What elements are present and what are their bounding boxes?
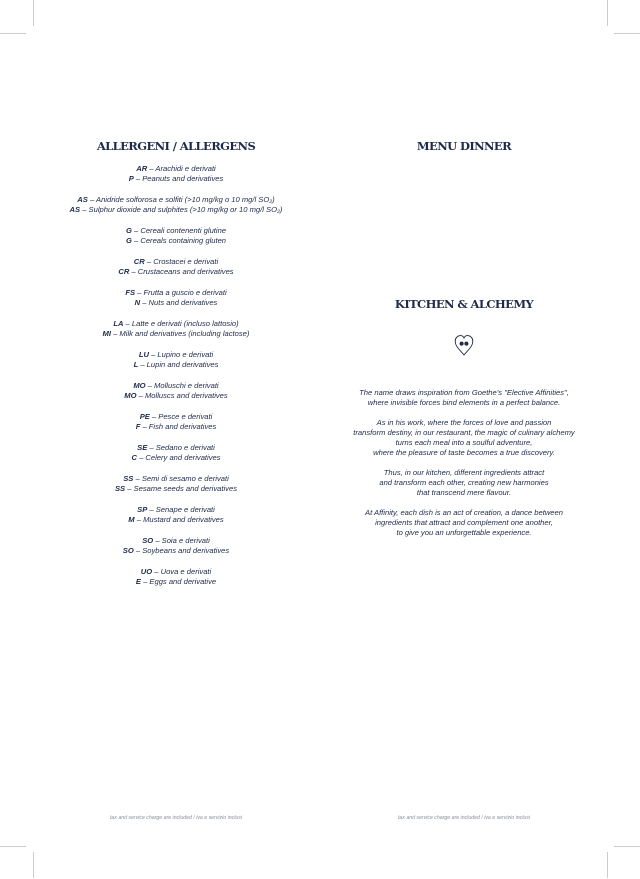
allergen-description: – Fish and derivatives — [140, 422, 217, 432]
allergen-description: – Molluschi e derivati — [145, 381, 219, 390]
allergen-code: SE — [137, 443, 148, 452]
allergen-code: MI — [102, 329, 111, 339]
allergen-line — [40, 174, 312, 184]
allergen-line — [40, 319, 312, 329]
allergen-code: CR — [133, 257, 145, 266]
story-line: where invisible forces bind elements in a perfect balance. — [367, 398, 561, 408]
allergen-line — [40, 453, 312, 463]
allergen-code: SS — [114, 484, 126, 494]
story-line: The name draws inspiration from Goethe’s "Elective Affinities", — [359, 388, 569, 397]
allergen-group — [40, 567, 312, 588]
story-paragraph — [328, 418, 600, 459]
allergen-description: – Sesame seeds and derivatives — [125, 484, 237, 494]
allergen-group — [40, 381, 312, 402]
allergen-line — [40, 474, 312, 484]
allergen-group — [40, 536, 312, 557]
allergen-line — [40, 505, 312, 515]
allergen-description: – Cereali contenenti glutine — [131, 226, 227, 235]
story-line: transform destiny, in our restaurant, the magic of culinary alchemy — [353, 427, 575, 437]
allergen-group — [40, 412, 312, 433]
allergen-code: FS — [125, 288, 136, 297]
allergen-description: – Senape e derivati — [147, 505, 215, 514]
allergen-group — [40, 350, 312, 371]
allergen-group — [40, 195, 312, 216]
allergen-code: G — [125, 236, 132, 246]
allergen-line — [40, 267, 312, 277]
story-line: At Affinity, each dish is an act of creation, a dance between — [365, 507, 563, 517]
allergen-line — [40, 360, 312, 370]
allergen-code: SO — [122, 546, 134, 556]
allergen-code: LU — [138, 350, 149, 359]
story-paragraph — [328, 388, 600, 409]
story-line: As in his work, where the forces of love and passion — [376, 417, 552, 427]
allergen-code: SO — [142, 536, 154, 545]
crop-mark — [33, 852, 34, 878]
allergen-description: – Sulphur dioxide and sulphites (>10 mg/kg or 10 mg/l SO₂) — [80, 205, 283, 215]
crop-mark — [607, 0, 608, 26]
story-line: and transform each other, creating new harmonies — [379, 478, 549, 488]
allergen-description: – Soia e derivati — [153, 536, 210, 545]
allergens-column — [40, 138, 312, 598]
story-line: ingredients that attract and complement one another, — [375, 517, 553, 527]
allergen-code: F — [135, 422, 141, 432]
allergen-line — [40, 288, 312, 298]
allergen-group — [40, 505, 312, 526]
allergen-code: M — [128, 515, 135, 525]
crop-mark — [614, 33, 640, 34]
allergen-code: MO — [133, 381, 146, 390]
story-line: turns each meal into a soulful adventure, — [395, 438, 533, 448]
story-paragraph — [328, 468, 600, 499]
allergen-line — [40, 226, 312, 236]
allergen-line — [40, 422, 312, 432]
allergen-description: – Celery and derivatives — [136, 453, 221, 463]
allergen-group — [40, 319, 312, 340]
allergen-description: – Latte e derivati (incluso lattosio) — [123, 319, 239, 328]
kitchen-alchemy-heading: KITCHEN & ALCHEMY — [394, 297, 534, 311]
allergen-line — [40, 443, 312, 453]
allergen-code: L — [133, 360, 139, 370]
allergen-line — [40, 546, 312, 556]
crop-mark — [0, 33, 26, 34]
allergen-description: – Mustard and derivatives — [134, 515, 224, 525]
allergen-list — [40, 164, 312, 588]
allergen-line — [40, 484, 312, 494]
allergen-group — [40, 443, 312, 464]
allergen-line — [40, 195, 312, 205]
allergen-code: AS — [77, 195, 88, 204]
allergen-code: SS — [123, 474, 134, 483]
footer-note: tax and service charge are included / iva e servizio inclusi — [109, 815, 243, 821]
allergen-code: C — [131, 453, 137, 463]
allergen-line — [40, 164, 312, 174]
allergen-code: AR — [136, 164, 148, 173]
heart-with-two-dots-icon — [454, 334, 474, 358]
allergen-description: – Eggs and derivative — [140, 577, 217, 587]
allergen-description: – Peanuts and derivatives — [133, 174, 224, 184]
allergen-description: – Pesce e derivati — [149, 412, 213, 421]
allergen-line — [40, 257, 312, 267]
allergen-code: LA — [113, 319, 124, 328]
allergen-line — [40, 577, 312, 587]
allergen-code: E — [135, 577, 141, 587]
crop-mark — [33, 0, 34, 26]
allergen-description: – Milk and derivatives (including lactose) — [110, 329, 250, 339]
allergen-description: – Uova e derivati — [152, 567, 212, 576]
allergen-description: – Frutta a guscio e derivati — [135, 288, 227, 297]
crop-mark — [0, 846, 26, 847]
allergen-description: – Sedano e derivati — [147, 443, 215, 452]
allergen-line — [40, 298, 312, 308]
allergen-code: N — [134, 298, 141, 308]
allergen-line — [40, 567, 312, 577]
story-line: to give you an unforgettable experience. — [396, 528, 532, 538]
allergen-line — [40, 536, 312, 546]
allergen-description: – Cereals containing gluten — [131, 236, 227, 246]
crop-mark — [607, 852, 608, 878]
allergen-line — [40, 381, 312, 391]
allergen-group — [40, 226, 312, 247]
allergen-line — [40, 412, 312, 422]
story-paragraph — [328, 508, 600, 539]
allergen-group — [40, 164, 312, 185]
allergen-line — [40, 391, 312, 401]
story-line: where the pleasure of taste becomes a true discovery. — [373, 448, 555, 458]
allergen-code: G — [125, 226, 132, 235]
allergens-heading: ALLERGENI / ALLERGENS — [96, 139, 256, 153]
allergen-line — [40, 236, 312, 246]
story-line: that transcend mere flavour. — [416, 488, 512, 498]
allergen-line — [40, 329, 312, 339]
allergen-code: SP — [137, 505, 148, 514]
allergen-code: CR — [118, 267, 130, 277]
allergen-group — [40, 288, 312, 309]
allergen-description: – Crostacei e derivati — [144, 257, 219, 266]
menu-story — [328, 388, 600, 539]
allergen-description: – Soybeans and derivatives — [133, 546, 230, 556]
allergen-description: – Crustaceans and derivatives — [129, 267, 234, 277]
allergen-group — [40, 474, 312, 495]
allergen-code: UO — [140, 567, 153, 576]
crop-mark — [614, 846, 640, 847]
allergen-description: – Arachidi e derivati — [147, 164, 216, 173]
allergen-line — [40, 515, 312, 525]
menu-column — [328, 138, 600, 548]
allergen-description: – Lupino e derivati — [148, 350, 214, 359]
footer-note: tax and service charge are included / iva e servizio inclusi — [397, 815, 531, 821]
menu-title: MENU DINNER — [416, 139, 512, 153]
allergen-code: PE — [139, 412, 150, 421]
allergen-code: MO — [124, 391, 137, 401]
story-line: Thus, in our kitchen, different ingredients attract — [383, 467, 545, 477]
allergen-description: – Molluscs and derivatives — [136, 391, 228, 401]
allergen-code: AS — [69, 205, 81, 215]
allergen-group — [40, 257, 312, 278]
allergen-line — [40, 350, 312, 360]
allergen-description: – Anidride solforosa e solfiti (>10 mg/kg o 10 mg/l SO₂) — [87, 195, 275, 204]
allergen-description: – Nuts and derivatives — [140, 298, 218, 308]
allergen-line — [40, 205, 312, 215]
allergen-code: P — [128, 174, 134, 184]
allergen-description: – Lupin and derivatives — [138, 360, 219, 370]
allergen-description: – Semi di sesamo e derivati — [133, 474, 229, 483]
